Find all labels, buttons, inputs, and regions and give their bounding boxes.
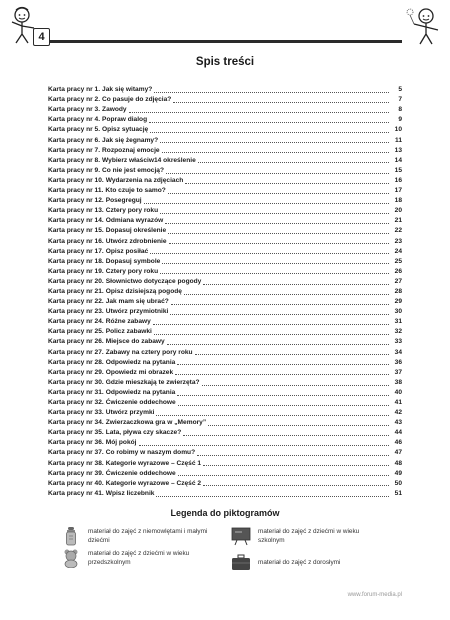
toc-entry-label: Karta pracy nr 26.	[48, 338, 104, 346]
toc-entry	[48, 124, 402, 134]
toc-entry-title: Różne zabawy	[105, 318, 151, 326]
toc-entry-label: Karta pracy nr 1.	[48, 86, 101, 94]
toc-leader-dots	[184, 293, 389, 295]
child-with-flower-icon	[400, 4, 444, 46]
toc-entry-title: Odpowiedz na pytania	[105, 358, 176, 366]
toc-entry-title: Policz zabawki	[105, 328, 152, 336]
toc-entry-page: 37	[394, 368, 402, 376]
toc-entry	[48, 175, 402, 185]
toc-leader-dots	[197, 454, 389, 456]
toc-entry-page: 30	[394, 308, 402, 316]
toc-entry	[48, 296, 402, 306]
toc-entry	[48, 205, 402, 215]
toc-entry-label: Karta pracy nr 3.	[48, 106, 101, 114]
toc-leader-dots	[170, 313, 389, 315]
toc-leader-dots	[168, 232, 389, 234]
toc-entry	[48, 306, 402, 316]
toc-leader-dots	[173, 101, 389, 103]
toc-entry-title: Cztery pory roku	[105, 207, 159, 215]
toc-entry-page: 22	[394, 227, 402, 235]
toc-entry-page: 11	[395, 136, 402, 144]
toc-entry-page: 24	[394, 247, 402, 255]
toc-leader-dots	[165, 222, 389, 224]
toc-entry-title: Opisz posiłać	[105, 247, 149, 255]
toc-entry-page: 9	[398, 116, 402, 124]
page-title: Spis treści	[195, 56, 255, 68]
toc-leader-dots	[202, 384, 389, 386]
toc-entry	[48, 134, 402, 144]
toc-entry-page: 23	[394, 237, 402, 245]
toc-entry-label: Karta pracy nr 6.	[48, 136, 101, 144]
toc-leader-dots	[162, 151, 389, 153]
toc-entry	[48, 437, 402, 447]
toc-entry-title: Dopasuj określenie	[105, 227, 167, 235]
legend-item-school	[230, 526, 378, 546]
toc-entry-title: Gdzie mieszkają te zwierzęta?	[105, 378, 200, 386]
toc-leader-dots	[156, 414, 389, 416]
toc-entry-title: Opowiedz mi obrazek	[105, 368, 174, 376]
toc-entry-label: Karta pracy nr 4.	[48, 116, 101, 124]
toc-entry-page: 51	[394, 489, 402, 497]
toc-entry	[48, 468, 402, 478]
school-board-icon	[230, 526, 252, 546]
toc-entry-label: Karta pracy nr 34.	[48, 419, 104, 427]
toc-entry-label: Karta pracy nr 27.	[48, 348, 104, 356]
toc-entry	[48, 457, 402, 467]
toc-leader-dots	[169, 242, 389, 244]
toc-entry-label: Karta pracy nr 11.	[48, 187, 104, 195]
toc-entry	[48, 387, 402, 397]
toc-entry-page: 5	[398, 86, 402, 94]
toc-entry-title: Rozpoznaj emocje	[102, 146, 160, 154]
toc-entry-label: Karta pracy nr 30.	[48, 378, 104, 386]
toc-entry-label: Karta pracy nr 25.	[48, 328, 104, 336]
toc-entry-label: Karta pracy nr 15.	[48, 227, 104, 235]
legend-text: materiał do zajęć z dziećmi w wieku szkolnym	[258, 528, 360, 544]
toc-leader-dots	[144, 202, 389, 204]
toc-leader-dots	[150, 131, 389, 133]
toc-leader-dots	[160, 272, 389, 274]
toc-entry-page: 32	[394, 328, 402, 336]
legend-item-infants	[60, 526, 208, 546]
toc-entry-page: 8	[398, 106, 402, 114]
toc-entry-page: 36	[394, 358, 402, 366]
toc-entry	[48, 195, 402, 205]
toc-entry-page: 42	[394, 409, 402, 417]
toc-entry	[48, 165, 402, 175]
toc-leader-dots	[175, 373, 389, 375]
toc-leader-dots	[162, 262, 389, 264]
toc-entry-title: Ćwiczenie oddechowe	[105, 399, 176, 406]
toc-leader-dots	[149, 121, 389, 123]
toc-entry-label: Karta pracy nr 13.	[48, 207, 104, 215]
toc-entry	[48, 316, 402, 326]
briefcase-icon	[230, 552, 252, 572]
toc-leader-dots	[154, 333, 389, 335]
toc-entry-page: 7	[398, 96, 402, 104]
toc-entry-page: 49	[394, 469, 402, 477]
header-rule	[38, 40, 402, 43]
toc-entry-page: 17	[394, 187, 402, 195]
toc-entry-label: Karta pracy nr 14.	[48, 217, 104, 225]
legend-item-adults	[230, 552, 378, 572]
toc-entry-page: 48	[394, 459, 402, 467]
toc-entry-label: Karta pracy nr 22.	[48, 298, 104, 306]
toc-entry-title: Opisz sytuację	[102, 126, 149, 134]
toc-entry-label: Karta pracy nr 2.	[48, 96, 101, 104]
toc-entry	[48, 114, 402, 124]
toc-entry-page: 44	[394, 429, 402, 437]
toc-entry-title: Jak się witamy?	[102, 86, 153, 94]
toc-leader-dots	[171, 303, 389, 305]
toc-entry	[48, 145, 402, 155]
toc-entry-title: Odpowiedz na pytania	[105, 388, 176, 396]
toc-entry-page: 31	[394, 318, 402, 326]
toc-entry-title: Co pasuje do zdjęcia?	[102, 96, 172, 104]
toc-leader-dots	[160, 141, 389, 143]
toc-entry-label: Karta pracy nr 24.	[48, 318, 104, 326]
toc-entry-page: 14	[394, 156, 402, 164]
toc-entry-label: Karta pracy nr 29.	[48, 368, 104, 376]
toc-entry-label: Karta pracy nr 7.	[48, 146, 101, 154]
toc-entry	[48, 397, 402, 407]
toc-entry-title: Jak mam się ubrać?	[105, 298, 169, 306]
toc-entry	[48, 417, 402, 427]
legend-text: materiał do zajęć z dorosłymi	[258, 558, 341, 566]
toc-entry-title: Zawody	[102, 106, 127, 114]
toc-entry	[48, 225, 402, 235]
toc-entry-title: Co nie jest emocją?	[102, 166, 164, 174]
toc-entry	[48, 488, 402, 498]
toc-entry	[48, 286, 402, 296]
toc-entry-page: 27	[394, 277, 402, 285]
toc-entry-label: Karta pracy nr 5.	[48, 126, 101, 134]
toc-entry-title: Słownictwo dotyczące pogody	[105, 277, 202, 285]
toc-leader-dots	[208, 424, 389, 426]
toc-entry-page: 33	[394, 338, 402, 346]
toc-entry-page: 47	[394, 449, 402, 457]
toc-leader-dots	[166, 172, 389, 174]
toc-entry-title: Cztery pory roku	[105, 267, 159, 275]
toc-entry-page: 34	[394, 348, 402, 356]
toc-entry-label: Karta pracy nr 37.	[48, 449, 104, 457]
toc-entry-title: Posegreguj	[105, 197, 142, 205]
toc-entry	[48, 94, 402, 104]
table-of-contents	[48, 84, 402, 498]
toc-entry-page: 38	[394, 378, 402, 386]
toc-entry	[48, 326, 402, 336]
toc-leader-dots	[167, 343, 389, 345]
toc-entry-label: Karta pracy nr 20.	[48, 277, 104, 285]
toc-entry-label: Karta pracy nr 39.	[48, 469, 104, 477]
toc-entry	[48, 235, 402, 245]
toy-teddy-icon	[60, 548, 82, 568]
toc-entry	[48, 447, 402, 457]
toc-leader-dots	[198, 161, 389, 163]
toc-entry-label: Karta pracy nr 10.	[48, 176, 104, 184]
toc-leader-dots	[185, 182, 389, 184]
toc-entry-label: Karta pracy nr 36.	[48, 439, 104, 447]
toc-leader-dots	[150, 252, 389, 254]
toc-entry-page: 29	[394, 298, 402, 306]
toc-entry	[48, 256, 402, 266]
toc-entry-title: Utwórz zdrobnienie	[105, 237, 167, 245]
legend-text: materiał do zajęć z dziećmi w wieku przedszkolnym	[88, 550, 190, 566]
toc-leader-dots	[160, 212, 389, 214]
legend-text: materiał do zajęć z niemowlętami i małymi dziećmi	[88, 528, 208, 544]
footer-url: www.forum-media.pl	[347, 592, 402, 598]
toc-leader-dots	[177, 363, 389, 365]
legend-title: Legenda do piktogramów	[170, 508, 280, 518]
toc-entry	[48, 336, 402, 346]
toc-entry	[48, 215, 402, 225]
toc-entry	[48, 367, 402, 377]
toc-entry-page: 18	[394, 197, 402, 205]
toc-entry	[48, 104, 402, 114]
toc-leader-dots	[195, 353, 389, 355]
toc-entry-label: Karta pracy nr 12.	[48, 197, 104, 205]
toc-leader-dots	[156, 495, 389, 497]
toc-entry-label: Karta pracy nr 16.	[48, 237, 104, 245]
toc-leader-dots	[183, 434, 389, 436]
toc-entry-title: Opisz dzisiejszą pogodę	[105, 287, 182, 295]
toc-entry-page: 43	[394, 419, 402, 427]
toc-entry-label: Karta pracy nr 18.	[48, 257, 104, 265]
toc-entry-title: Mój pokój	[105, 439, 137, 447]
toc-entry-page: 16	[394, 176, 402, 184]
toc-entry-label: Karta pracy nr 8.	[48, 156, 101, 164]
toc-entry-title: Wpisz liczebnik	[105, 489, 155, 497]
toc-leader-dots	[129, 111, 389, 113]
toc-entry-title: Co robimy w naszym domu?	[105, 449, 196, 457]
toc-entry-label: Karta pracy nr 31.	[48, 388, 104, 396]
toc-entry	[48, 377, 402, 387]
toc-entry-label: Karta pracy nr 21.	[48, 287, 104, 295]
toc-entry-title: Kategorie wyrazowe – Część 1	[105, 459, 202, 467]
toc-entry-label: Karta pracy nr 38.	[48, 459, 104, 467]
legend-item-preschool	[60, 548, 208, 568]
toc-entry-title: Popraw dialog	[102, 116, 148, 124]
toc-entry-page: 15	[394, 166, 402, 174]
toc-entry-title: Utwórz przymiotniki	[105, 308, 169, 316]
toc-entry	[48, 276, 402, 286]
toc-entry	[48, 357, 402, 367]
toc-leader-dots	[203, 283, 389, 285]
toc-entry-label: Karta pracy nr 28.	[48, 358, 104, 366]
toc-entry-label: Karta pracy nr 35.	[48, 429, 104, 437]
toc-leader-dots	[139, 444, 390, 446]
toc-leader-dots	[178, 474, 389, 476]
toc-entry-title: Utwórz przymki	[105, 409, 155, 417]
toc-leader-dots	[178, 404, 389, 406]
toc-entry	[48, 185, 402, 195]
toc-entry	[48, 478, 402, 488]
toc-entry-page: 13	[394, 146, 402, 154]
toc-entry-label: Karta pracy nr 9.	[48, 166, 101, 174]
toc-entry-page: 50	[394, 479, 402, 487]
toc-entry-page: 41	[394, 399, 402, 406]
toc-entry-label: Karta pracy nr 19.	[48, 267, 104, 275]
toc-entry-title: Lata, pływa czy skacze?	[105, 429, 182, 437]
toc-leader-dots	[177, 394, 389, 396]
toc-entry-label: Karta pracy nr 33.	[48, 409, 104, 417]
toc-entry	[48, 155, 402, 165]
toc-entry-label: Karta pracy nr 40.	[48, 479, 104, 487]
toc-entry-page: 10	[394, 126, 402, 134]
toc-entry-label: Karta pracy nr 41.	[48, 489, 104, 497]
toc-entry	[48, 346, 402, 356]
toc-leader-dots	[203, 464, 389, 466]
page-header	[0, 0, 450, 50]
toc-entry-page: 46	[394, 439, 402, 447]
toc-entry	[48, 266, 402, 276]
toc-entry-page: 28	[394, 287, 402, 295]
toc-entry-label: Karta pracy nr 32.	[48, 399, 104, 406]
toc-entry	[48, 427, 402, 437]
toc-entry-title: Jak się żegnamy?	[102, 136, 159, 144]
toc-entry-page: 26	[394, 267, 402, 275]
toc-entry	[48, 84, 402, 94]
toc-entry-page: 40	[394, 388, 402, 396]
toc-entry-title: Wydarzenia na zdjęciach	[105, 176, 184, 184]
toc-entry	[48, 407, 402, 417]
toc-entry-title: Wybierz właściw14 określenie	[102, 156, 196, 164]
toc-entry-page: 25	[394, 257, 402, 265]
toc-entry-title: Ćwiczenie oddechowe	[105, 469, 176, 477]
page-number: 4	[33, 28, 50, 46]
toc-entry-title: Miejsce do zabawy	[105, 338, 165, 346]
toc-leader-dots	[203, 484, 389, 486]
toc-entry-title: Zabawy na cztery pory roku	[105, 348, 193, 356]
toc-entry-label: Karta pracy nr 23.	[48, 308, 104, 316]
toc-leader-dots	[153, 323, 389, 325]
toc-entry-label: Karta pracy nr 17.	[48, 247, 104, 255]
toc-entry	[48, 246, 402, 256]
toc-entry-title: Dopasuj symbole	[105, 257, 161, 265]
toc-entry-title: Odmiana wyrazów	[105, 217, 164, 225]
baby-bottle-icon	[60, 526, 82, 546]
toc-leader-dots	[168, 192, 389, 194]
toc-leader-dots	[154, 91, 389, 93]
toc-entry-title: Zwierzaczkowa gra w „Memory”	[105, 419, 207, 427]
toc-entry-page: 21	[394, 217, 402, 225]
toc-entry-title: Kto czuje to samo?	[105, 187, 166, 195]
toc-entry-title: Kategorie wyrazowe – Część 2	[105, 479, 202, 487]
toc-entry-page: 20	[394, 207, 402, 215]
